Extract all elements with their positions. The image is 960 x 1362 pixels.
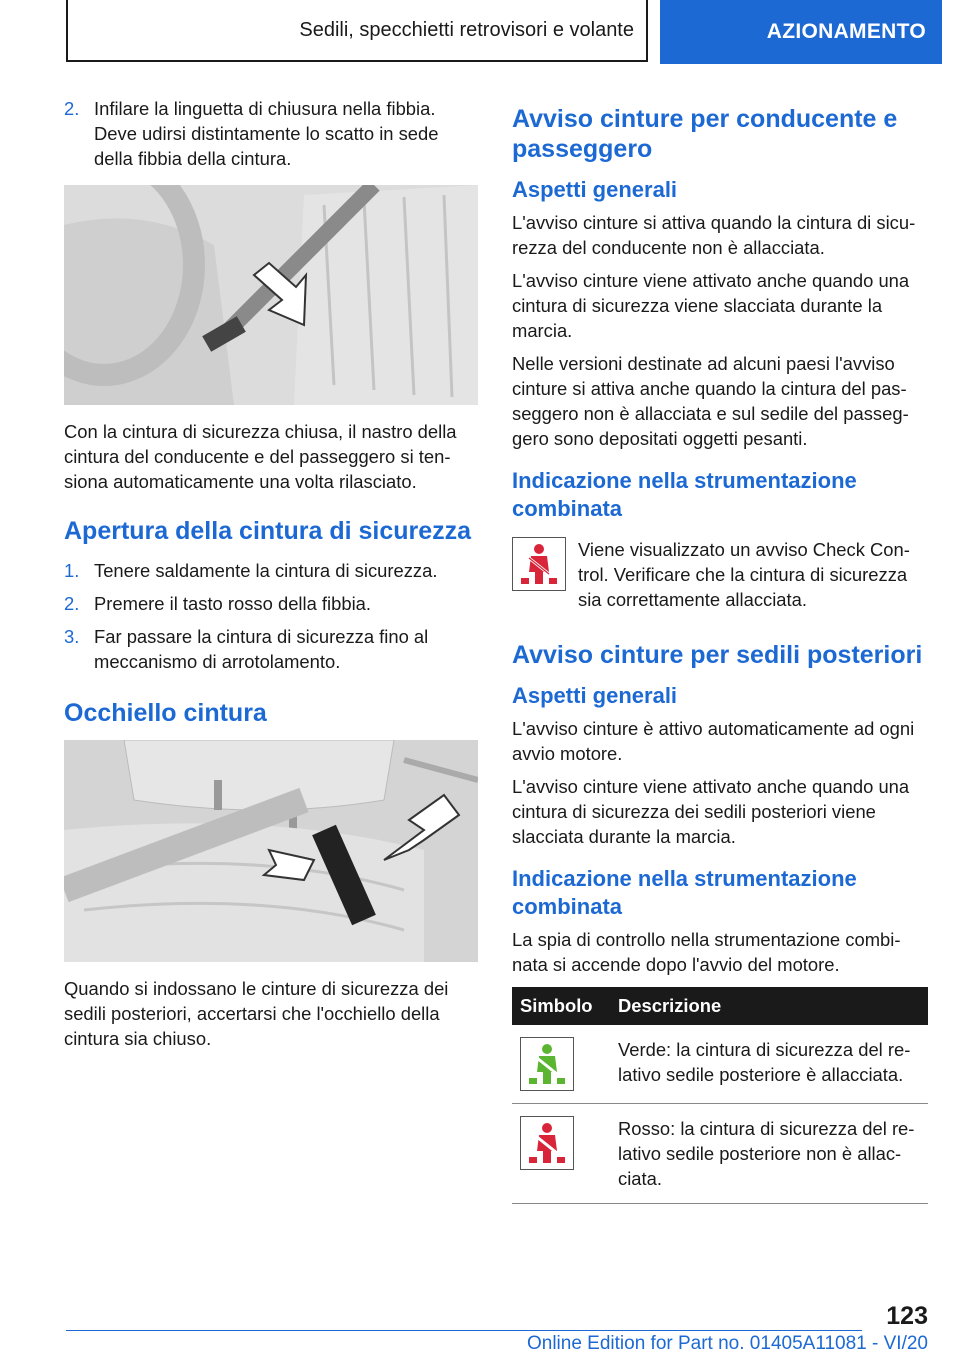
opening-steps-list: [64, 558, 478, 674]
paragraph: Nelle versioni destinate ad alcuni paesi l'avviso cinture si attiva anche quando la cintura del passeggero non è allacciata e sul sedile del passeggero sono depositati oggetti pesanti.: [512, 353, 909, 449]
step-number: 3.: [64, 626, 80, 647]
paragraph-indicator-2: La spia di controllo nella strumentazione combinata si accende dopo l'avvio del motore.: [512, 929, 901, 975]
list-item: [64, 558, 478, 583]
paragraph: L'avviso cinture è attivo automaticamente ad ogni avvio motore.: [512, 718, 915, 764]
check-control-row: [512, 537, 928, 612]
heading-driver-passenger-warning: Avviso cinture per conducente e passeggero: [512, 105, 898, 163]
symbol-cell: [512, 1104, 610, 1204]
belt-loop-photo: [64, 740, 478, 962]
page-number: 123: [886, 1302, 928, 1330]
right-column: [512, 104, 928, 1204]
heading-opening: Apertura della cintura di sicurezza: [64, 517, 472, 545]
column-header-description: Descrizione: [610, 987, 928, 1025]
section-title: Sedili, specchietti retrovisori e volante: [66, 0, 648, 62]
symbol-table: [512, 987, 928, 1204]
paragraph: L'avviso cinture viene attivato anche quando una cintura di sicurezza dei sedili posteriori viene slacciata durante la marcia.: [512, 776, 910, 847]
list-item: [64, 591, 478, 616]
column-header-symbol: Simbolo: [512, 987, 610, 1025]
paragraph: L'avviso cinture viene attivato anche quando una cintura di sicurezza viene slacciata durante la marcia.: [512, 270, 910, 341]
subheading-indicator-2: Indicazione nella strumentazione combinata: [512, 866, 857, 919]
seatbelt-green-icon: [520, 1037, 574, 1091]
description-cell: Verde: la cintura di sicurezza del relativo sedile posteriore è allacciata.: [610, 1025, 928, 1104]
paragraph-belt-tension: Con la cintura di sicurezza chiusa, il nastro della cintura del conducente e del passeggero si tensiona automaticamente una volta rilasciato.: [64, 421, 457, 492]
paragraph: L'avviso cinture si attiva quando la cintura di sicurezza del conducente non è allacciata.: [512, 212, 916, 258]
subheading-general-1: Aspetti generali: [512, 177, 678, 202]
step-text: Premere il tasto rosso della fibbia.: [94, 593, 372, 614]
list-item: [64, 624, 478, 674]
step-text: Tenere saldamente la cintura di sicurezza.: [94, 560, 438, 581]
check-control-text: Viene visualizzato un avviso Check Control. Verificare che la cintura di sicurezza sia correttamente allacciata.: [578, 539, 910, 610]
left-column: [64, 96, 478, 1059]
chapter-tab[interactable]: AZIONAMENTO: [660, 0, 942, 64]
icon-cell: [512, 537, 578, 612]
edition-footer: Online Edition for Part no. 01405A11081 - VI/20: [526, 1333, 928, 1354]
heading-belt-loop: Occhiello cintura: [64, 699, 267, 727]
subheading-indicator-1: Indicazione nella strumentazione combinata: [512, 468, 857, 521]
table-header-row: [512, 987, 928, 1025]
seatbelt-red-icon: [520, 1116, 574, 1170]
paragraph-belt-loop: Quando si indossano le cinture di sicurezza dei sedili posteriori, accertarsi che l'occhiello della cintura sia chiuso.: [64, 978, 449, 1049]
step-number: 2.: [64, 98, 80, 119]
step-number: 1.: [64, 560, 80, 581]
subheading-general-2: Aspetti generali: [512, 683, 678, 708]
seatbelt-warning-icon: [512, 537, 566, 591]
table-row: [512, 1025, 928, 1104]
step-number: 2.: [64, 593, 80, 614]
seatbelt-buckle-photo: [64, 185, 478, 405]
step-text: Far passare la cintura di sicurezza fino al meccanismo di arrotolamento.: [94, 626, 429, 672]
heading-rear-warning: Avviso cinture per sedili posteriori: [512, 641, 923, 669]
footer-divider: [66, 1330, 862, 1331]
symbol-cell: [512, 1025, 610, 1104]
table-row: [512, 1104, 928, 1204]
belt-loop-illustration: [64, 740, 478, 962]
intro-step: [64, 96, 478, 171]
description-cell: Rosso: la cintura di sicurezza del relativo sedile posteriore non è allacciata.: [610, 1104, 928, 1204]
step-text: Infilare la linguetta di chiusura nella fibbia. Deve udirsi distintamente lo scatto in sede della fibbia della cintura.: [94, 98, 439, 169]
seatbelt-buckle-illustration: [64, 185, 478, 405]
